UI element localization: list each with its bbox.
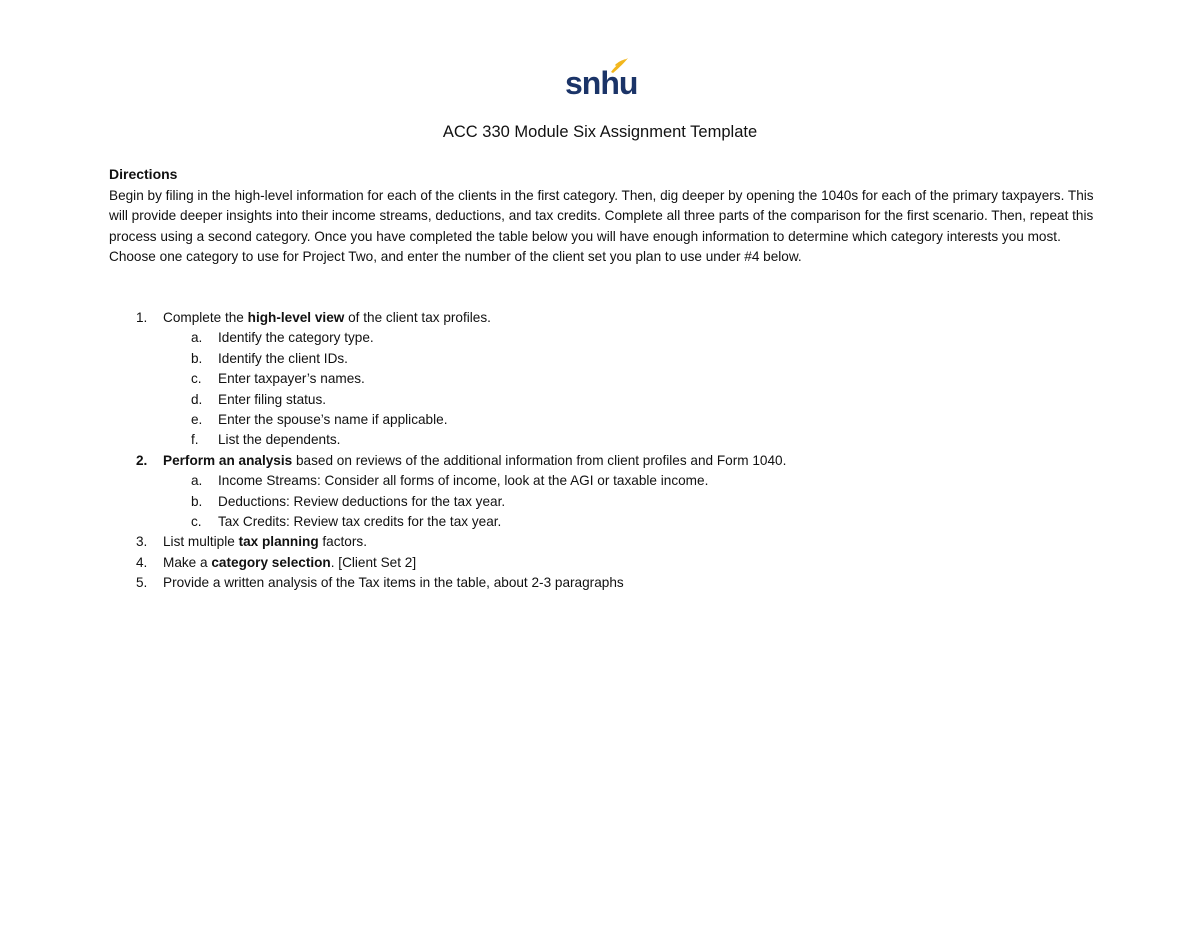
substep-1a	[109, 328, 1099, 348]
step-3	[109, 532, 1099, 552]
step-2	[109, 451, 1099, 471]
substep-letter: f.	[191, 432, 199, 448]
directions-paragraph: Begin by filing in the high-level information for each of the clients in the first category. Then, dig deeper by opening the 1040s for each of the primary taxpayers. This will provide deeper insights into their income streams, deductions, and tax credits. Complete all three parts of the comparison for the first scenario. Then, repeat this process using a second category. Once you have completed the table below you will have enough information to determine which category interests you most. Choose one category to use for Project Two, and enter the number of the client set you plan to use under #4 below.	[109, 188, 1094, 265]
step-number: 1.	[136, 310, 148, 325]
step-keyword: Perform an analysis	[163, 452, 293, 468]
substep-text: Identify the client IDs.	[218, 350, 348, 366]
substep-letter: b.	[191, 493, 203, 509]
step-1	[109, 308, 1099, 328]
substep-2c	[109, 512, 1099, 532]
substep-1e	[109, 410, 1099, 430]
steps-list	[109, 308, 1099, 593]
step-number: 2.	[136, 452, 148, 468]
substep-2b	[109, 492, 1099, 512]
substep-text: Identify the category type.	[218, 330, 374, 346]
step-keyword: tax planning	[238, 534, 319, 550]
step-keyword: category selection	[211, 554, 331, 570]
substep-letter: c.	[191, 371, 202, 387]
step-text: based on reviews of the additional information from client profiles and Form 1040.	[292, 452, 787, 468]
substep-text: Deductions: Review deductions for the tax year.	[218, 493, 506, 509]
step-5	[109, 573, 1099, 593]
step-text: Complete the	[163, 310, 248, 325]
substep-text: Enter taxpayer’s names.	[218, 371, 365, 387]
page-title: ACC 330 Module Six Assignment Template	[442, 123, 758, 141]
snhu-logo	[565, 56, 638, 104]
substep-letter: e.	[191, 411, 203, 427]
step-text: . [Client Set 2]	[330, 554, 417, 570]
substep-text: Enter filing status.	[218, 391, 327, 407]
substep-letter: d.	[191, 391, 203, 407]
substep-text: Income Streams: Consider all forms of income, look at the AGI or taxable income.	[218, 473, 709, 489]
step-4	[109, 553, 1099, 573]
step-text: Make a	[163, 554, 212, 570]
step-keyword: high-level view	[247, 310, 345, 325]
substep-2a	[109, 471, 1099, 491]
substep-1d	[109, 390, 1099, 410]
substep-text: Tax Credits: Review tax credits for the tax year.	[218, 513, 502, 529]
step-number: 5.	[136, 575, 148, 591]
step-number: 4.	[136, 554, 148, 570]
substep-text: Enter the spouse’s name if applicable.	[218, 411, 448, 427]
logo-wordmark: snhu	[565, 65, 638, 101]
substep-1b	[109, 349, 1099, 369]
substep-text: List the dependents.	[218, 432, 341, 448]
substep-letter: a.	[191, 330, 203, 346]
substep-letter: a.	[191, 473, 203, 489]
substep-letter: b.	[191, 350, 203, 366]
step-text: List multiple	[163, 534, 239, 550]
directions-heading: Directions	[109, 166, 178, 182]
step-text: Provide a written analysis of the Tax items in the table, about 2-3 paragraphs	[163, 575, 624, 591]
substep-1f	[109, 430, 1099, 450]
step-text: factors.	[318, 534, 367, 550]
step-number: 3.	[136, 534, 148, 550]
substep-1c	[109, 369, 1099, 389]
substep-letter: c.	[191, 513, 202, 529]
step-text: of the client tax profiles.	[344, 310, 491, 325]
